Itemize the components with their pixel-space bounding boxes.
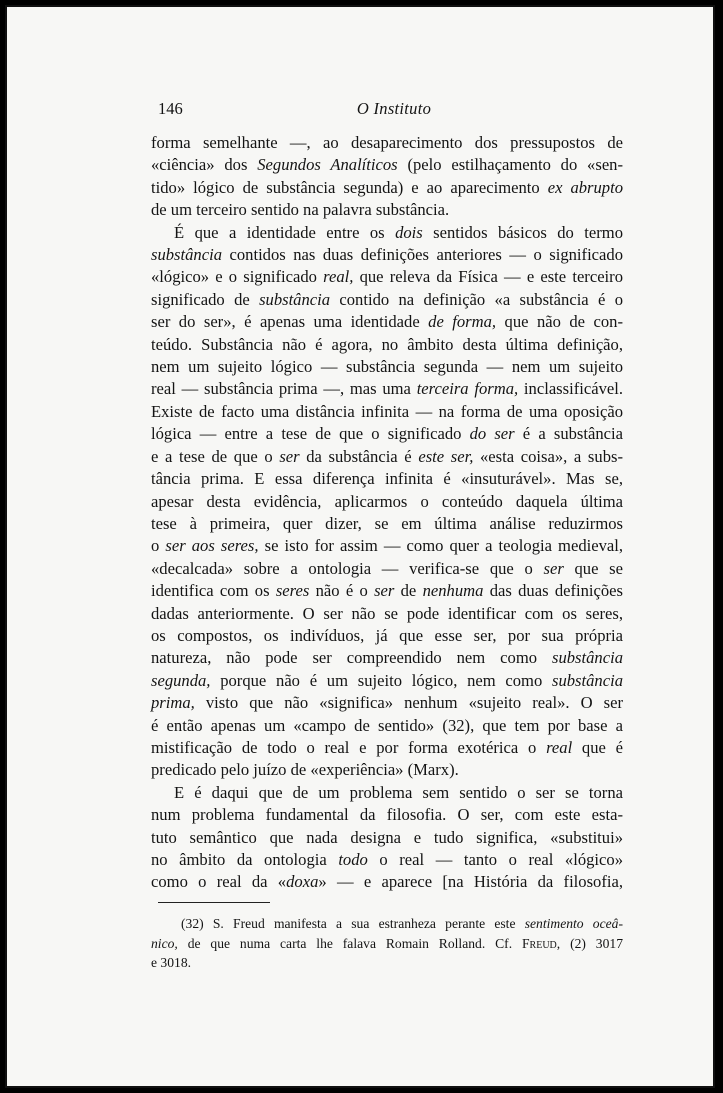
italic-run: segunda, bbox=[151, 670, 211, 690]
italic-run: prima, bbox=[151, 693, 195, 713]
text-line: Existe de facto uma distância infinita — na forma de uma oposição bbox=[151, 401, 623, 421]
italic-run: dois bbox=[395, 222, 423, 242]
text-line: tido» lógico de substância segunda) e ao aparecimento ex abrupto bbox=[151, 177, 624, 197]
text-line: tese à primeira, quer dizer, se em última análise reduzirmos bbox=[151, 513, 623, 533]
text-line: nem um sujeito lógico — substância segunda — nem um sujeito bbox=[151, 357, 623, 377]
paragraph-3 bbox=[151, 782, 623, 894]
italic-run: doxa bbox=[286, 872, 319, 892]
text-line: «lógico» e o significado real, que releva da Física — e este terceiro bbox=[151, 267, 623, 287]
italic-run: seres bbox=[275, 581, 310, 601]
running-head bbox=[158, 99, 630, 121]
text-line: apesar desta evidência, aplicarmos o conteúdo daquela última bbox=[151, 491, 623, 511]
text-line: de um terceiro sentido na palavra substância. bbox=[151, 200, 450, 220]
small-caps-run: Freud bbox=[522, 935, 557, 951]
body-text bbox=[151, 132, 623, 894]
text-line: lógica — entre a tese de que o significado do ser é a substância bbox=[151, 424, 623, 444]
text-line: real — substância prima —, mas uma terceira forma, inclassificável. bbox=[151, 379, 623, 399]
italic-run: este ser, bbox=[418, 446, 474, 466]
italic-run: ser bbox=[543, 558, 564, 578]
text-line: e 3018. bbox=[151, 955, 192, 970]
text-line: identifica com os seres não é o ser de nenhuma das duas definições bbox=[151, 581, 624, 601]
text-line: «ciência» dos Segundos Analíticos (pelo estilhaçamento do «sen- bbox=[151, 155, 624, 175]
text-line: substância contidos nas duas definições anteriores — o significado bbox=[151, 245, 623, 265]
italic-run: terceira forma, bbox=[416, 379, 519, 399]
italic-run: substância bbox=[259, 289, 331, 309]
paragraph-2 bbox=[151, 222, 623, 782]
text-line: E é daqui que de um problema sem sentido o ser se torna bbox=[174, 782, 623, 802]
journal-title: O Instituto bbox=[356, 99, 432, 118]
italic-run: ser bbox=[279, 446, 300, 466]
text-line: predicado pelo juízo de «experiência» (Marx). bbox=[151, 760, 459, 780]
italic-run: substância bbox=[552, 670, 623, 690]
text-line: tuto semântico que nada designa e tudo significa, «substitui» bbox=[151, 827, 623, 847]
italic-run: substância bbox=[151, 245, 222, 265]
text-line: é então apenas um «campo de sentido» (32), que tem por base a bbox=[151, 715, 623, 735]
text-line: nico, de que numa carta lhe falava Romain Rolland. Cf. Freud, (2) 3017 bbox=[151, 935, 623, 951]
italic-run: do ser bbox=[469, 424, 515, 444]
text-line: no âmbito da ontologia todo o real — tanto o real «lógico» bbox=[151, 850, 623, 869]
italic-run: sentimento oceâ- bbox=[524, 916, 623, 931]
italic-run: ser bbox=[374, 581, 395, 601]
text-line: (32) S. Freud manifesta a sua estranheza perante este sentimento oceâ- bbox=[181, 916, 623, 931]
footnote-rule bbox=[158, 902, 270, 903]
text-line: mistificação de todo o real e por forma exotérica o real que é bbox=[151, 737, 623, 757]
text-line: forma semelhante —, ao desaparecimento dos pressupostos de bbox=[151, 133, 623, 152]
footnotes bbox=[151, 914, 623, 973]
text-line: como o real da «doxa» — e aparece [na História da filosofia, bbox=[151, 872, 623, 892]
text-line: natureza, não pode ser compreendido nem como substância bbox=[151, 648, 623, 668]
italic-run: todo bbox=[338, 850, 368, 869]
italic-run: Segundos Analíticos bbox=[257, 155, 398, 175]
text-line: significado de substância contido na definição «a substância é o bbox=[151, 289, 623, 309]
text-line: tância prima. E essa diferença infinita é «insuturável». Mas se, bbox=[151, 469, 623, 489]
text-line: o ser aos seres, se isto for assim — como quer a teologia medieval, bbox=[151, 536, 624, 556]
text-line: «decalcada» sobre a ontologia — verifica-se que o ser que se bbox=[151, 558, 623, 578]
italic-run: real, bbox=[323, 267, 354, 287]
text-line: ser do ser», é apenas uma identidade de forma, que não de con- bbox=[151, 312, 623, 332]
text-line: prima, visto que não «significa» nenhum «sujeito real». O ser bbox=[151, 693, 623, 713]
page-number: 146 bbox=[158, 99, 183, 118]
text-line: É que a identidade entre os dois sentidos básicos do termo bbox=[174, 222, 623, 242]
text-line: num problema fundamental da filosofia. O ser, com este esta- bbox=[151, 805, 623, 825]
italic-run: real bbox=[546, 737, 573, 757]
text-line: e a tese de que o ser da substância é este ser, «esta coisa», a subs- bbox=[151, 446, 623, 466]
italic-run: nenhuma bbox=[422, 581, 484, 601]
text-line: dadas anteriormente. O ser não se pode identificar com os seres, bbox=[151, 603, 623, 623]
text-line: teúdo. Substância não é agora, no âmbito desta última definição, bbox=[151, 334, 623, 354]
text-line: os compostos, os indivíduos, já que esse ser, por sua própria bbox=[151, 625, 623, 645]
italic-run: ser aos seres, bbox=[165, 536, 259, 556]
text-line: segunda, porque não é um sujeito lógico, nem como substância bbox=[151, 670, 623, 690]
paragraph-1 bbox=[151, 132, 623, 222]
italic-run: ex abrupto bbox=[547, 177, 624, 197]
italic-run: nico, bbox=[151, 935, 178, 951]
italic-run: substância bbox=[552, 648, 623, 668]
italic-run: de forma, bbox=[428, 312, 497, 332]
